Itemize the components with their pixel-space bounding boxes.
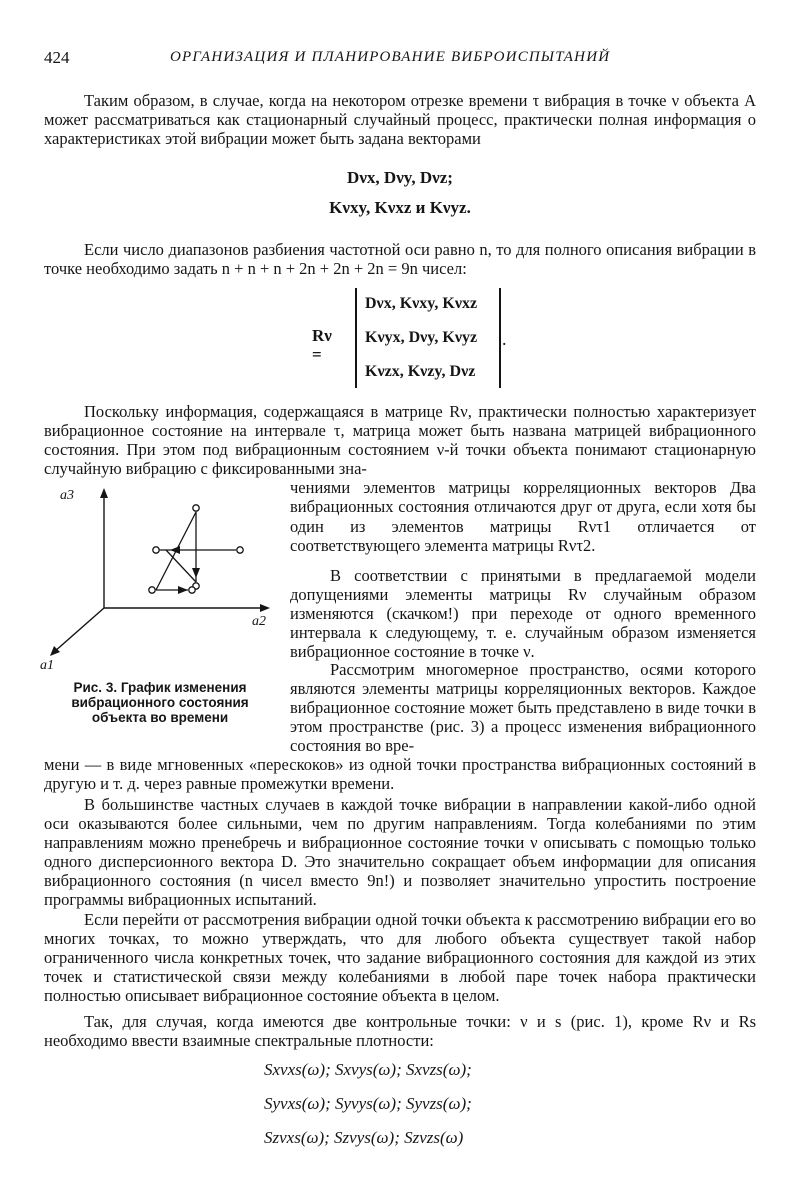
page-number: 424: [44, 48, 70, 67]
spectral-row-1: Sxνxs(ω); Sxνys(ω); Sxνzs(ω);: [264, 1060, 472, 1079]
arrowhead-2: [192, 568, 200, 578]
matrix-end: .: [502, 329, 507, 349]
axis-a2-arrow: [260, 604, 270, 612]
paragraph-8: Так, для случая, когда имеются две контрольные точки: ν и s (рис. 1), кроме Rν и Rs необходимо ввести взаимные спектральные плотности:: [44, 1012, 756, 1050]
paragraph-3-top: Поскольку информация, содержащаяся в матрице Rν, практически полностью характеризует вибрационное состояние на интервале τ, матрица может быть названа матрицей вибрационного состояния. При этом под вибрационным состоянием ν-й точки объекта понимают стационарную случайную вибрацию с фиксированными зна-: [44, 402, 756, 478]
running-title: ОРГАНИЗАЦИЯ И ПЛАНИРОВАНИЕ ВИБРОИСПЫТАНИЙ: [170, 49, 611, 65]
paragraph-3-right: чениями элементов матрицы корреляционных векторов Два вибрационных состояния отличаются друг от друга, если хотя бы один из элементов матрицы Rντ1 отличается от соответствующего элемента матрицы Rντ2.: [290, 478, 756, 556]
axis-a2-label: a2: [252, 614, 266, 629]
arrowhead-3: [178, 586, 188, 594]
matrix-brackets: [355, 288, 501, 388]
axis-a3-label: a3: [60, 488, 74, 503]
matrix-row-3: Kνzx, Kνzy, Dνz: [365, 363, 476, 380]
jump-line-5: [166, 550, 196, 582]
spectral-row-3: Szνxs(ω); Szνys(ω); Szνzs(ω): [264, 1128, 464, 1147]
axis-a3-arrow: [100, 488, 108, 498]
figure-caption: Рис. 3. График изменения вибрационного состояния объекта во времени: [71, 680, 249, 725]
state-point-2: [153, 547, 159, 553]
state-point-1: [193, 505, 199, 511]
paragraph-4-right: В соответствии с принятыми в предлагаемой модели допущениями элементы матрицы Rν случайным образом изменяются (скачком!) при переходе от одного временного интервала к следующему, т. е. случайным образом изменяется вибрационное состояние в точке ν.: [290, 566, 756, 661]
axis-a1-line: [54, 608, 104, 652]
matrix-row-1: Dνx, Kνxy, Kνxz: [365, 295, 478, 312]
paragraph-2: Если число диапазонов разбиения частотной оси равно n, то для полного описания вибрации в точке необходимо задать n + n + n + 2n + 2n + 2n = 9n чисел:: [44, 240, 756, 278]
state-point-6: [189, 587, 195, 593]
paragraph-5-right: Рассмотрим многомерное пространство, осями которого являются элементы матрицы корреляционных векторов. Каждое вибрационное состояние может быть представлено в виде точки в этом пространстве (рис. 3) а процесс изменения вибрационного состояния во вре-: [290, 660, 756, 755]
vector-line-1: Dνx, Dνy, Dνz;: [347, 168, 453, 187]
paragraph-5-full: мени — в виде мгновенных «перескоков» из одной точки пространства вибрационных состояний в другую и т. д. через равные промежутки времени.: [44, 755, 756, 793]
vector-line-2: Kνxy, Kνxz и Kνyz.: [329, 198, 471, 217]
paragraph-1: Таким образом, в случае, когда на некотором отрезке времени τ вибрация в точке ν объекта A может рассматриваться как стационарный случайный процесс, практически полная информация о характеристиках этой вибрации может быть задана векторами: [44, 91, 756, 148]
state-point-3: [237, 547, 243, 553]
state-space-figure: [38, 484, 274, 674]
spectral-row-2: Syνxs(ω); Syνys(ω); Syνzs(ω);: [264, 1094, 472, 1113]
axis-a1-label: a1: [40, 658, 54, 673]
paragraph-7: Если перейти от рассмотрения вибрации одной точки объекта к рассмотрению вибрации его во многих точках, то можно утверждать, что для любого объекта существует такой набор ограниченного числа конкретных точек, что задание вибрационного состояния для каждой из этих точек и статистической связи между колебаниями в любой паре точек набора практически полностью описывает вибрационное состояние объекта в целом.: [44, 910, 756, 1005]
matrix-label: Rν =: [312, 326, 332, 364]
state-point-5: [149, 587, 155, 593]
paragraph-6: В большинстве частных случаев в каждой точке вибрации в направлении какой-либо одной оси оказываются более сильными, чем по другим направлениям. Тогда колебаниями по этим направлениям можно пренебречь и вибрационное состояние точки ν описывать с помощью только одного дисперсионного вектора D. Это значительно сокращает объем информации для описания вибрационного состояния (n чисел вместо 9n!) и позволяет значительно упростить построение программы вибрационных испытаний.: [44, 795, 756, 909]
matrix-row-2: Kνyx, Dνy, Kνyz: [365, 329, 478, 346]
